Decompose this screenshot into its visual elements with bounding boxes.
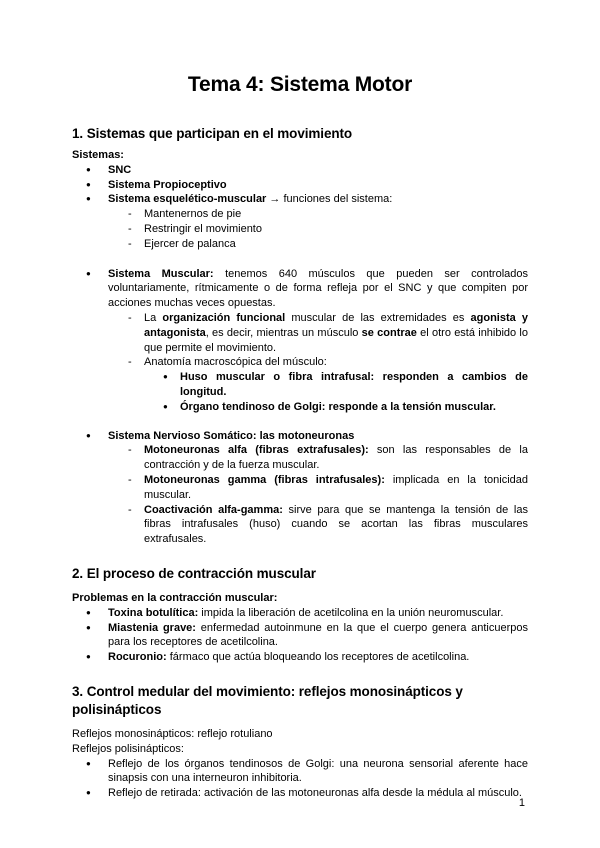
text-run: , es decir, mientras un músculo <box>205 326 362 339</box>
sublist-item: - Ejercer de palanca <box>108 237 528 252</box>
text-run: muscular de las extremidades es <box>285 311 471 324</box>
item-term: Toxina botulítica: <box>108 606 199 619</box>
alfa-text: son las responsables de la contracción y de la fuerza muscular. <box>144 444 528 472</box>
list-item: ● Reflejo de los órganos tendinosos de Golgi: una neurona sensorial aferente hace sinapsis con una interneuron inhibitoria. <box>72 757 528 787</box>
muscular-term: Sistema Muscular: <box>108 267 214 280</box>
coactivacion-text: sirve para que se mantenga la tensión de las fibras intrafusales (huso) cuando se acortan las fibras musculares extrafusales. <box>144 503 528 546</box>
list-item-muscular <box>72 267 528 415</box>
subsublist-item: ● Huso muscular o fibra intrafusal: responden a cambios de longitud. <box>144 370 528 400</box>
text-run: La <box>144 311 163 324</box>
sublist-item: - Mantenernos de pie <box>108 207 528 222</box>
text-run-bold: agonista y antagonista <box>144 311 528 339</box>
list-item <box>72 650 528 665</box>
nervioso-sublist <box>108 443 528 547</box>
reflejos-list <box>72 757 528 801</box>
gamma-text: implicada en la tonicidad muscular. <box>144 473 528 501</box>
item-text: impida la liberación de acetilcolina en la unión neuromuscular. <box>198 606 504 619</box>
monosinapticos-line: Reflejos monosinápticos: reflejo rotuliano <box>72 727 273 740</box>
sistemas-list <box>72 163 528 547</box>
anatomia-text: Anatomía macroscópica del músculo: <box>144 356 327 369</box>
text-run: el otro está inhibido lo que permite el movimiento. <box>144 326 528 354</box>
sublist-item-gamma <box>108 473 528 503</box>
item-text: enfermedad autoinmune en la que el cuerpo genera anticuerpos para los receptores de acetilcolina. <box>108 621 528 649</box>
sublist-item-coactivacion <box>108 503 528 547</box>
list-item: ● Reflejo de retirada: activación de las motoneuronas alfa desde la médula al músculo. <box>72 786 528 801</box>
page-number: 1 <box>518 797 525 809</box>
esqueletico-text: → funciones del sistema: <box>266 193 393 206</box>
muscular-text: tenemos 640 músculos que pueden ser controlados voluntariamente, rítmicamente o de forma refleja por el SNC y que compiten por acciones muchas veces opuestas. <box>108 267 529 310</box>
polisinapticos-line: Reflejos polisinápticos: <box>72 742 184 755</box>
sublist-item-organizacion <box>108 311 528 355</box>
section-2-lead: Problemas en la contracción muscular: <box>72 591 278 604</box>
muscular-sublist <box>108 311 528 415</box>
item-term: Miastenia grave: <box>108 621 196 634</box>
coactivacion-term: Coactivación alfa-gamma: <box>144 503 283 516</box>
item-term: Rocuronio: <box>108 651 167 664</box>
document-title: Tema 4: Sistema Motor <box>187 73 413 96</box>
gamma-term: Motoneuronas gamma (fibras intrafusales): <box>144 473 385 486</box>
problemas-list <box>72 606 528 665</box>
esqueletico-term: Sistema esquelético-muscular <box>108 193 267 206</box>
section-3-heading: 3. Control medular del movimiento: reflejos monosinápticos y polisinápticos <box>72 683 463 717</box>
sublist-item-anatomia <box>108 355 528 414</box>
list-item-nervioso <box>72 429 528 547</box>
list-item <box>72 621 528 651</box>
list-item <box>72 606 528 621</box>
list-item-esqueletico <box>72 192 528 251</box>
text-run-bold: organización funcional <box>162 311 286 324</box>
nervioso-term: Sistema Nervioso Somático: las motoneuronas <box>108 429 355 442</box>
list-item-snc: ● SNC <box>72 163 528 178</box>
alfa-term: Motoneuronas alfa (fibras extrafusales): <box>144 444 369 457</box>
anatomia-sublist <box>144 370 528 414</box>
item-text: fármaco que actúa bloqueando los receptores de acetilcolina. <box>166 651 470 664</box>
sublist-item-alfa <box>108 443 528 473</box>
text-run-bold: se contrae <box>361 326 417 339</box>
subsublist-item: ● Órgano tendinoso de Golgi: responde a la tensión muscular. <box>144 400 528 415</box>
section-1-lead: Sistemas: <box>72 149 124 161</box>
esqueletico-sublist <box>108 207 528 251</box>
list-item-propioceptivo: ● Sistema Propioceptivo <box>72 178 528 193</box>
section-1-heading: 1. Sistemas que participan en el movimiento <box>72 126 353 141</box>
sublist-item: - Restringir el movimiento <box>108 222 528 237</box>
section-2-heading: 2. El proceso de contracción muscular <box>72 565 316 581</box>
